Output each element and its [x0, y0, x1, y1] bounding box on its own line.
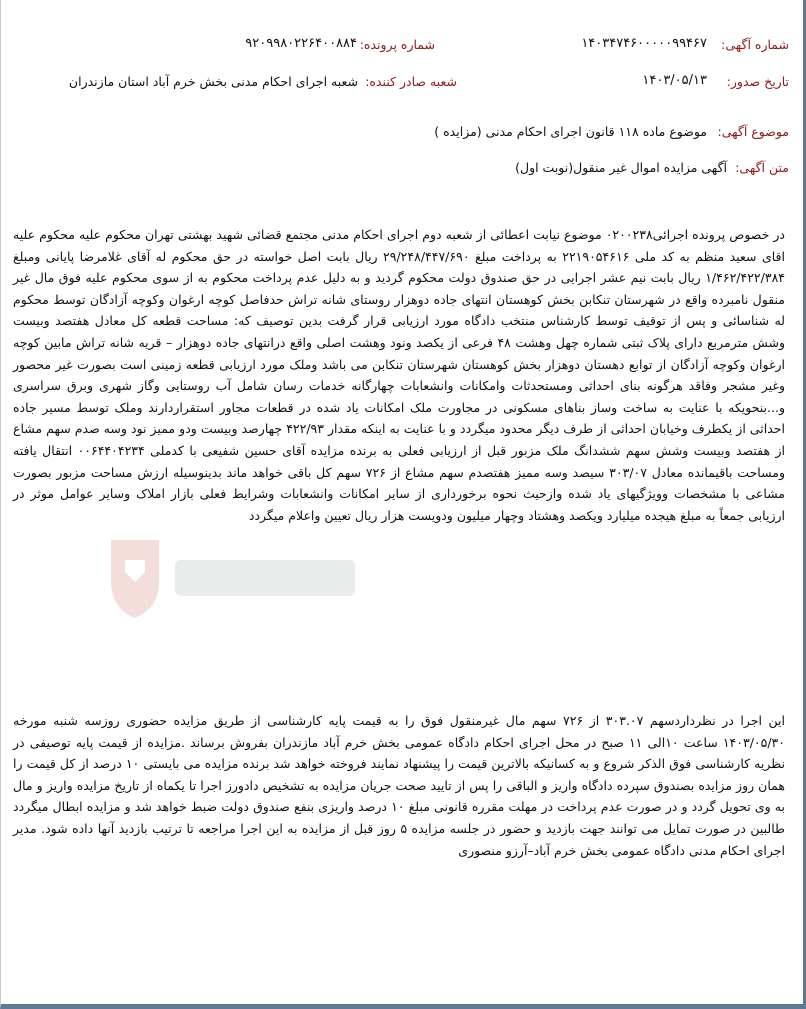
- case-number-label: شماره پرونده:: [359, 37, 435, 52]
- ad-number-value: ۱۴۰۳۴۷۴۶۰۰۰۰۰۹۹۴۶۷: [581, 36, 707, 51]
- notice-paragraph-2: این اجرا در نظرداردسهم ۳۰۳.۰۷ از ۷۲۶ سهم مال غیرمنقول فوق را به قیمت پایه کارشناسی از طریق مزایده حضوری روزسه شنبه مورخه ۱۴۰۳/۰۵/۳۰ ساعت ۱۰الی ۱۱ صبح در محل اجرای احکام دادگاه عمومی بخش خرم آباد مازندران بفروش برساند .مزایده از قیمت پایه توصیفی در نظریه کارشناسی فوق الذکر شروع و به کسانیکه بالاترین قیمت را پیشنهاد نمایند فروخته خواهد شد برنده مزایده می بایستی ۱۰ درصد از کل قیمت را همان روز مزایده بصندوق سپرده دادگاه واریز و الباقی را پس از تایید صحت جریان مزایده به تشخیص دادورز اجرا تا یکماه از تاریخ مزایده واریز و مال به وی تحویل گردد و در صورت عدم پرداخت در مهلت مقرره قانونی مبلغ ۱۰ درصد واریزی بنفع صندوق دولت ضبط خواهد شد و مزایده ابطال میگردد طالبین در صورت تمایل می توانند جهت بازدید و حضور در جلسه مزایده ۵ روز قبل از مزایده به این اجرا مراجعه تا ترتیب بازدید آنها داده شود. مدیر اجرای احکام مدنی دادگاه عمومی بخش خرم آباد–آرزو منصوری: [13, 713, 785, 858]
- body-title-label: متن آگهی:: [735, 160, 789, 175]
- issue-date-value: ۱۴۰۳/۰۵/۱۳: [642, 73, 707, 88]
- watermark-logo-icon: [91, 520, 371, 630]
- notice-paragraph-1: در خصوص پرونده اجرائی۰۲۰۰۲۳۸ موضوع نیابت اعطائی از شعبه دوم اجرای احکام مدنی مجتمع قضائی شهید بهشتی تهران محکوم علیه محکوم علیه اقای سعید منظم به کد ملی ۲۲۱۹۰۵۴۶۱۶ به پرداخت مبلغ ۲۹/۲۴۸/۴۴۷/۶۹۰ ریال بابت اصل خواسته در حق محکوم له آقای غلامرضا پایانی ومبلغ ۱/۴۶۲/۴۲۲/۳۸۴ ریال بابت نیم عشر اجرایی در حق صندوق دولت محکوم گردید و به دلیل عدم پرداخت محکوم به از سوی محکوم علیه فوق مال غیر منقول نامبرده واقع در شهرستان تنکابن بخش کوهستان انتهای جاده دوهزار روستای شانه تراش حدفاصل کوچه ارغوان وکوچه آزادگان توسط محکوم له شناسائی و پس از توقیف توسط کارشناس منتخب دادگاه مورد ارزیابی قرار گرفت بدین توصیف که: مساحت قطعه کل معادل هفتصد وبیست وشش مترمربع دارای پلاک ثبتی شماره چهل وهشت ۴۸ فرعی از یکصد ونود وهشت اصلی واقع درانتهای جاده دوهزار – قریه شانه تراش مابین کوچه ارغوان وکوچه آزادگان از توابع دهستان دوهزار بخش کوهستان شهرستان تنکابن می باشد وملک مورد ارزیابی قطعه زمینی است بصورت غیر محصور وغیر مشجر وفاقد هرگونه بنای احداثی ومستحدثات وامکانات وانشعابات چهارگانه خدمات رسان شامل آب روستایی وگاز شهری وبرق سراسری و...بنحویکه با عنایت به ساخت وساز بناهای مسکونی در مجاورت ملک امکانات یاد شده در قطعات مجاور استقراردارند وملک توسط مسیر جاده احداثی از یکطرف وخیابان احداثی از طرف دیگر محدود میگردد و با عنایت به اینکه مقدار ۴۲۲/۹۳ چهارصد وبیست ودو ممیز نود وسه صدم سهم مشاع از هفتصد وبیست وشش سهم ششدانگ ملک مزبور قبل از ارزیابی فعلی به برنده مزایده آقای حسین شفیعی با کدملی ۰۰۶۴۴۰۴۲۳۴ انتقال یافته ومساحت باقیمانده معادل ۳۰۳/۰۷ سیصد وسه ممیز هفتصدم سهم مشاع از ۷۲۶ سهم کل باقی خواهد ماند بدینوسیله ارزش مساحت مزبور بصورت مشاعی با مشخصات وویژگیهای یاد شده وازحیث نحوه برخورداری از سایر امکانات وانشعابات وشرایط فعلی بازار املاک وسایر عوامل موثر در ارزیابی جمعاً به مبلغ هیجده میلیارد ویکصد وهشتاد وچهار میلیون ودویست هزار ریال تعیین واعلام میگردد: [13, 227, 786, 523]
- issuer-label: شعبه صادر کننده:: [365, 74, 457, 89]
- case-number-value: ۹۲۰۹۹۸۰۲۲۶۴۰۰۸۸۴: [245, 36, 357, 51]
- ad-number-label: شماره آگهی:: [721, 37, 789, 52]
- body-title-value: آگهی مزایده اموال غیر منقول(نوبت اول): [515, 160, 727, 175]
- subject-value: موضوع ماده ۱۱۸ قانون اجرای احکام مدنی (مزایده ): [434, 124, 707, 139]
- issue-date-label: تاریخ صدور:: [726, 74, 789, 89]
- issuer-value: شعبه اجرای احکام مدنی بخش خرم آباد استان مازندران: [68, 74, 358, 89]
- subject-label: موضوع آگهی:: [717, 124, 789, 139]
